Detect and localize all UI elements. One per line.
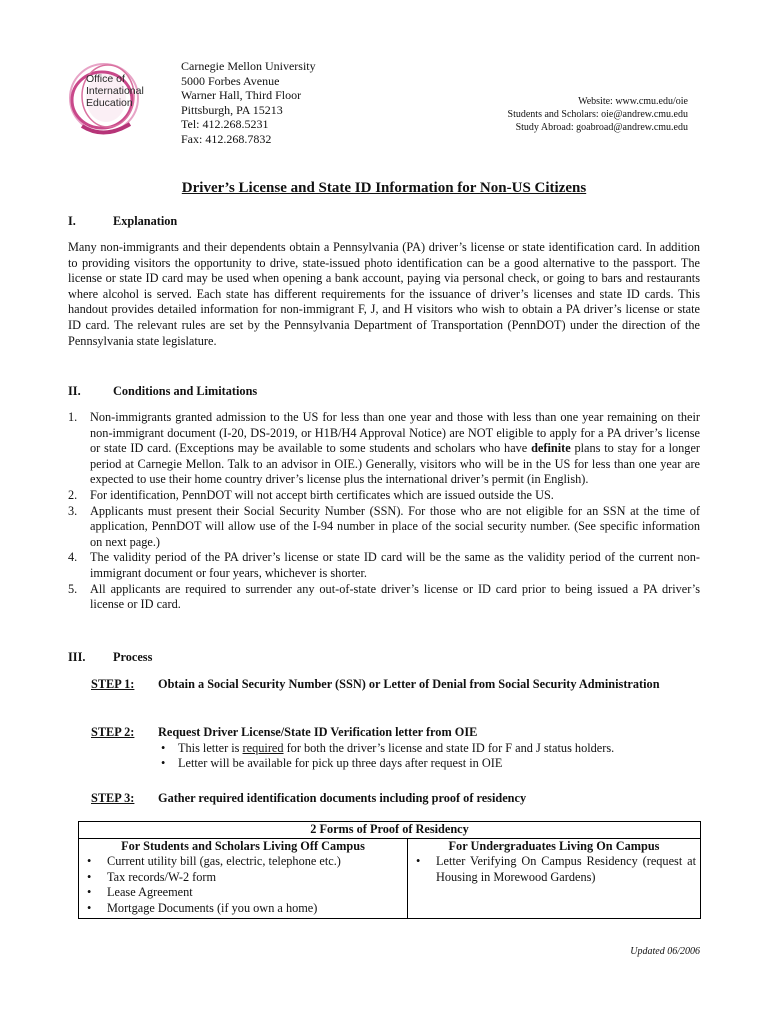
address-block (181, 59, 316, 147)
website-line: Website: www.cmu.edu/oie (578, 96, 688, 107)
list-item: • Current utility bill (gas, electric, telephone etc.) (83, 854, 403, 870)
section-heading-process (68, 650, 152, 665)
item-text: plans to stay for a longer period at Carnegie Mellon. Talk to an advisor in OIE.) Generally, visitors who will be in the US for less than one year are expected to use their home country driver’s license plus the international driver’s permit (in English). (90, 441, 700, 487)
item-text: For identification, PennDOT will not accept birth certificates which are issued outside the US. (90, 487, 554, 502)
logo-line: Office of (86, 73, 125, 85)
updated-date: Updated 06/2006 (630, 946, 700, 957)
list-item: • Mortgage Documents (if you own a home) (83, 901, 403, 917)
fax-line: Fax: 412.268.7832 (181, 131, 272, 146)
section-number: II. (68, 384, 81, 398)
item-text: Applicants must present their Social Security Number (SSN). For those who are not eligible for an SSN at the time of application, PennDOT will allow use of the I-94 number in place of the social security number. (See specific information on next page.) (90, 503, 700, 549)
students-email-line: Students and Scholars: oie@andrew.cmu.edu (507, 109, 688, 120)
step-text: Obtain a Social Security Number (SSN) or Letter of Denial from Social Security Administration (158, 677, 660, 691)
list-item: • Lease Agreement (83, 885, 403, 901)
study-abroad-email-line: Study Abroad: goabroad@andrew.cmu.edu (515, 122, 688, 133)
step-label: STEP 2: (91, 725, 135, 739)
address-line: Warner Hall, Third Floor (181, 88, 302, 103)
explanation-paragraph: Many non-immigrants and their dependents obtain a Pennsylvania (PA) driver’s license or state identification card. In addition to providing visitors the opportunity to drive, state-issued photo identification can be a good alternative to the passport. The license or state ID card may be used when opening a bank account, paying via personal check, or going to bars and restaurants where alcohol is served. Each state has different requirements for the issuance of driver’s licenses and state ID cards. This handout provides detailed information for non-immigrant F, J, and H visitors who wish to obtain a PA driver’s license or state ID card. The relevant rules are set by the Pennsylvania Department of Transportation (PennDOT) under the direction of the Pennsylvania state legislature. (68, 240, 700, 348)
section-number: I. (68, 214, 76, 228)
item-text: The validity period of the PA driver’s license or state ID card will be the same as the validity period of the current non-immigrant document or four years, whichever is shorter. (90, 550, 700, 580)
address-line: Pittsburgh, PA 15213 (181, 102, 283, 117)
section-heading-conditions (68, 384, 257, 399)
list-item (68, 488, 700, 504)
logo-line: International (86, 85, 144, 97)
logo-line: Education (86, 97, 133, 109)
oie-logo (64, 56, 176, 140)
on-campus-list (412, 854, 696, 885)
bullet-emphasis: required (242, 740, 284, 755)
item-number: 4. (68, 550, 78, 565)
step-label: STEP 3: (91, 791, 135, 805)
phone-line: Tel: 412.268.5231 (181, 117, 269, 132)
step-bullets (158, 741, 701, 772)
list-item (68, 582, 700, 613)
item-text: Non-immigrants granted admission to the US for less than one year and those with less than one year remaining on their non-immigrant document (I-20, DS-2019, or H1B/H4 Approval Notice) are NOT eligible to apply for a PA driver’s license or state ID card. (Exceptions may be available to some students and scholars who have (90, 410, 700, 456)
column-header-off-campus: For Students and Scholars Living Off Campus (79, 838, 408, 854)
section-number: III. (68, 650, 86, 664)
table-title: 2 Forms of Proof of Residency (79, 822, 701, 839)
contact-block (508, 95, 688, 134)
address-line: 5000 Forbes Avenue (181, 73, 280, 88)
off-campus-list (83, 854, 403, 916)
list-item (68, 504, 700, 551)
step-label: STEP 1: (91, 677, 135, 691)
item-number: 3. (68, 503, 78, 518)
step-2 (91, 725, 701, 772)
bullet-text: This letter is (178, 740, 243, 755)
item-text: All applicants are required to surrender any out-of-state driver’s license or ID card prior to being issued a PA driver’s license or ID card. (90, 581, 700, 612)
step-text: Request Driver License/State ID Verification letter from OIE (158, 725, 478, 739)
item-number: 5. (68, 581, 78, 596)
step-1 (91, 677, 701, 693)
bullet-text: for both the driver’s license and state ID for F and J status holders. (283, 740, 615, 755)
item-number: 1. (68, 410, 78, 424)
address-line: Carnegie Mellon University (181, 59, 316, 73)
table-header-row (79, 838, 701, 854)
section-title: Process (113, 650, 153, 664)
item-number: 2. (68, 487, 78, 502)
section-heading-explanation (68, 214, 177, 229)
list-item: • Tax records/W-2 form (83, 870, 403, 886)
list-item (158, 741, 701, 757)
on-campus-cell (408, 854, 701, 918)
off-campus-cell (79, 854, 408, 918)
item-emphasis: definite (531, 441, 571, 456)
section-title: Conditions and Limitations (113, 384, 258, 398)
table-row (79, 854, 701, 918)
page-title: Driver’s License and State ID Information for Non-US Citizens (181, 180, 587, 196)
step-3 (91, 791, 701, 807)
list-item (68, 550, 700, 581)
step-text: Gather required identification documents including proof of residency (158, 791, 527, 805)
column-header-on-campus: For Undergraduates Living On Campus (408, 838, 701, 854)
table-title-row (79, 822, 701, 839)
residency-table (78, 821, 701, 919)
section-title: Explanation (113, 214, 178, 228)
list-item: • Letter will be available for pick up three days after request in OIE (158, 756, 701, 772)
logo-text (86, 73, 144, 109)
list-item (68, 410, 700, 488)
list-item: • Letter Verifying On Campus Residency (request at Housing in Morewood Gardens) (412, 854, 696, 885)
conditions-list (68, 410, 700, 613)
step-body (158, 725, 701, 772)
